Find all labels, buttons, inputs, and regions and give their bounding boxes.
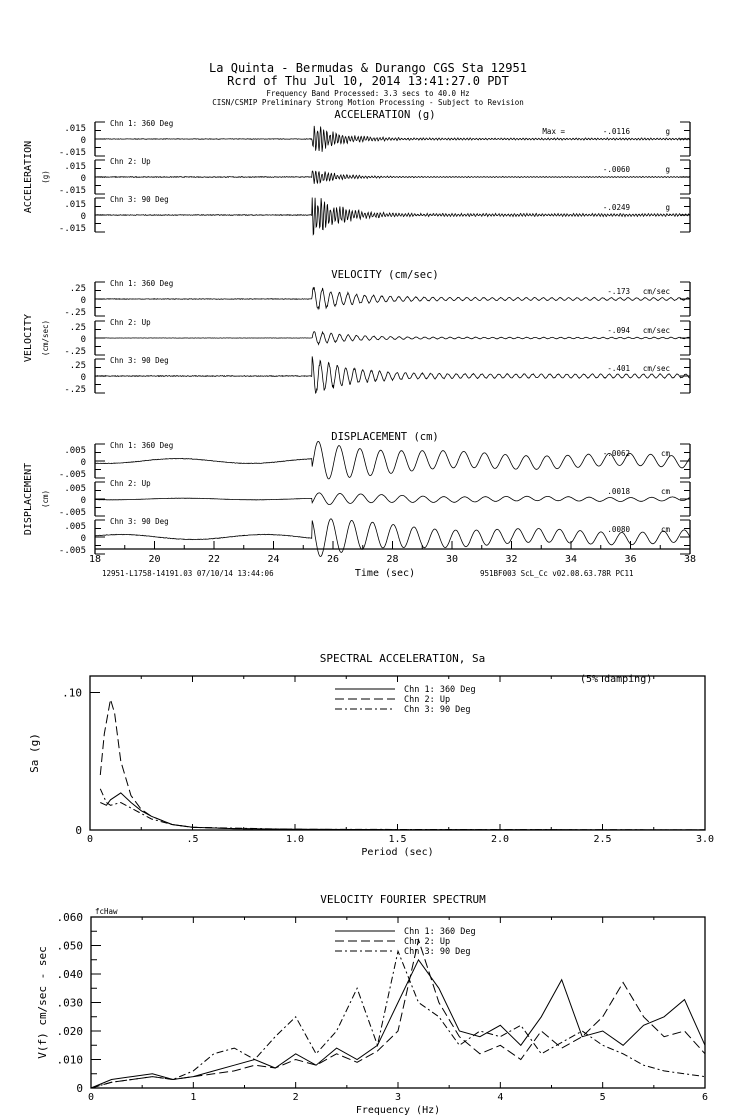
channel-trace-group xyxy=(59,517,690,557)
channel-trace-group xyxy=(59,157,690,196)
channel-trace-group xyxy=(64,279,690,318)
channel-trace-group xyxy=(59,479,690,518)
channel-unit: cm xyxy=(660,525,670,534)
header xyxy=(209,61,527,107)
waveform-trace xyxy=(95,126,690,152)
waveform-trace xyxy=(95,493,690,505)
x-tick-label: 3.0 xyxy=(695,834,715,845)
y-tick-label: -.015 xyxy=(58,148,86,158)
channel-label: Chn 1: 360 Deg xyxy=(110,441,174,450)
y-tick-label: .005 xyxy=(64,484,86,494)
y-tick-label: -.25 xyxy=(64,347,86,357)
y-tick-label: .040 xyxy=(56,968,83,981)
channel-trace-group xyxy=(59,441,690,480)
y-tick-label: -.25 xyxy=(64,385,86,395)
time-tick-label: 18 xyxy=(88,554,102,565)
y-tick-label: 0 xyxy=(80,335,86,345)
spectral-acceleration-chart xyxy=(28,652,714,858)
channel-unit: cm xyxy=(660,449,670,458)
y-tick-label: -.015 xyxy=(58,186,86,196)
y-tick-label: 0 xyxy=(80,212,86,222)
y-axis-label: Sa (g) xyxy=(28,733,41,773)
y-tick-label: -.25 xyxy=(64,308,86,318)
y-tick-label: 0 xyxy=(80,496,86,506)
channel-label: Chn 3: 90 Deg xyxy=(110,195,169,204)
time-tick-label: 36 xyxy=(624,554,637,565)
footer-right: 951BF003 ScL_Cc v02.08.63.78R PC11 xyxy=(480,569,634,578)
y-tick-label: .030 xyxy=(56,996,83,1010)
time-tick-label: 24 xyxy=(267,554,280,565)
x-tick-label: 0 xyxy=(86,834,94,845)
channel-unit: cm/sec xyxy=(642,364,670,373)
y-tick-label: 0 xyxy=(80,534,86,544)
plot-frame xyxy=(90,676,705,830)
waveform-trace xyxy=(95,332,690,345)
x-tick-label: 1 xyxy=(190,1092,197,1103)
waveform-trace xyxy=(95,198,690,235)
x-tick-label: 0 xyxy=(87,1092,95,1103)
time-tick-label: 32 xyxy=(505,554,518,565)
y-tick-label: .005 xyxy=(64,446,86,456)
y-tick-label: .25 xyxy=(69,284,86,294)
y-tick-label: .060 xyxy=(56,911,83,924)
channel-unit: cm/sec xyxy=(642,287,670,296)
chart-title: SPECTRAL ACCELERATION, Sa xyxy=(319,652,486,665)
y-tick-label: .015 xyxy=(64,124,86,134)
legend-label: Chn 1: 360 Deg xyxy=(404,685,476,695)
channel-label: Chn 2: Up xyxy=(110,318,151,327)
time-footer xyxy=(102,568,634,579)
channel-max: .0018 xyxy=(607,487,630,496)
x-tick-label: 2 xyxy=(292,1092,299,1103)
header-record: Rcrd of Thu Jul 10, 2014 13:41:27.0 PDT xyxy=(227,74,509,88)
panel-ylabel: DISPLACEMENT xyxy=(23,462,34,536)
y-axis-label: V(f) cm/sec - sec xyxy=(36,946,49,1059)
channel-label: Chn 1: 360 Deg xyxy=(110,279,174,288)
x-tick-label: 2.5 xyxy=(593,834,612,845)
corner-label: fcHaw xyxy=(95,907,118,916)
header-note: CISN/CSMIP Preliminary Strong Motion Processing - Subject to Revision xyxy=(212,98,524,107)
time-tick-label: 20 xyxy=(148,554,161,565)
channel-unit: g xyxy=(665,203,670,212)
channel-max: -.401 xyxy=(607,364,630,373)
panel-ylabel: ACCELERATION xyxy=(23,140,34,214)
waveform-trace xyxy=(95,441,690,479)
panel-velocity xyxy=(23,269,690,395)
y-tick-label: -.005 xyxy=(58,546,86,556)
channel-unit: g xyxy=(665,165,670,174)
legend-label: Chn 2: Up xyxy=(404,695,451,705)
time-tick-label: 28 xyxy=(386,554,399,565)
y-tick-label: .005 xyxy=(64,522,86,532)
channel-label: Chn 2: Up xyxy=(110,157,151,166)
x-tick-label: 5 xyxy=(599,1092,606,1103)
channel-label: Chn 2: Up xyxy=(110,479,151,488)
x-tick-label: 2.0 xyxy=(490,834,510,845)
series-line-chn3 xyxy=(91,951,705,1088)
channel-trace-group xyxy=(59,119,690,158)
panel-displacement xyxy=(23,431,690,557)
waveform-trace xyxy=(95,519,690,557)
channel-max: -.173 xyxy=(607,287,630,296)
legend-label: Chn 3: 90 Deg xyxy=(404,947,471,957)
series-line-chn3 xyxy=(100,789,705,830)
channel-label: Chn 1: 360 Deg xyxy=(110,119,174,128)
y-tick-label: -.005 xyxy=(58,508,86,518)
y-tick-label: .25 xyxy=(69,323,86,333)
y-tick-label: -.015 xyxy=(58,224,86,234)
header-band: Frequency Band Processed: 3.3 secs to 40.0 Hz xyxy=(266,89,470,98)
x-tick-label: 6 xyxy=(701,1092,709,1103)
channel-max: -.0062 xyxy=(602,449,630,458)
x-tick-label: 4 xyxy=(497,1092,504,1103)
y-tick-label: 0 xyxy=(80,296,86,306)
channel-max: -.0116 xyxy=(602,127,630,136)
time-history-panels xyxy=(23,109,696,565)
y-tick-label: 0 xyxy=(76,1082,83,1095)
time-tick-label: 38 xyxy=(683,554,697,565)
max-prefix: Max = xyxy=(542,127,565,136)
panel-title: VELOCITY (cm/sec) xyxy=(331,269,439,281)
y-tick-label: .10 xyxy=(62,686,82,700)
damping-note: (5% damping) xyxy=(580,674,653,685)
channel-label: Chn 3: 90 Deg xyxy=(110,356,169,365)
x-tick-label: .5 xyxy=(186,834,199,845)
time-tick-label: 26 xyxy=(326,554,340,565)
channel-trace-group xyxy=(59,195,690,235)
waveform-trace xyxy=(95,171,690,184)
panel-yunit: (cm) xyxy=(41,489,50,509)
panel-yunit: (g) xyxy=(41,170,50,184)
time-tick-label: 30 xyxy=(445,554,459,565)
channel-unit: cm/sec xyxy=(642,326,670,335)
y-tick-label: 0 xyxy=(80,136,86,146)
y-tick-label: .050 xyxy=(56,939,83,953)
legend-label: Chn 3: 90 Deg xyxy=(404,705,471,715)
y-tick-label: 0 xyxy=(80,174,86,184)
series-line-chn2 xyxy=(100,699,705,830)
fourier-spectrum-chart xyxy=(36,893,708,1115)
chart-title: VELOCITY FOURIER SPECTRUM xyxy=(320,893,486,906)
channel-trace-group xyxy=(64,318,690,357)
panel-title: DISPLACEMENT (cm) xyxy=(331,431,439,443)
waveform-trace xyxy=(95,287,690,309)
channel-max: -.0249 xyxy=(602,203,630,212)
series-line-chn1 xyxy=(91,960,705,1088)
y-tick-label: .25 xyxy=(69,361,86,371)
y-tick-label: .015 xyxy=(64,200,86,210)
channel-trace-group xyxy=(64,356,690,395)
panel-ylabel: VELOCITY xyxy=(23,313,34,363)
channel-max: -.094 xyxy=(607,326,630,335)
legend-label: Chn 2: Up xyxy=(404,937,451,947)
time-axis-label: Time (sec) xyxy=(354,568,416,579)
series-line-chn2 xyxy=(91,940,705,1088)
x-tick-label: 1.0 xyxy=(285,834,305,845)
footer-left: 12951-L1758-14191.03 07/10/14 13:44:06 xyxy=(102,569,274,578)
channel-unit: cm xyxy=(660,487,670,496)
panel-title: ACCELERATION (g) xyxy=(334,109,436,121)
y-tick-label: .015 xyxy=(64,162,86,172)
x-axis-label: Period (sec) xyxy=(361,847,434,858)
header-station: La Quinta - Bermudas & Durango CGS Sta 12951 xyxy=(209,61,527,75)
channel-max: .0080 xyxy=(607,525,630,534)
time-tick-label: 22 xyxy=(207,554,221,565)
channel-unit: g xyxy=(665,127,670,136)
y-tick-label: -.005 xyxy=(58,470,86,480)
waveform-trace xyxy=(95,356,690,393)
channel-label: Chn 3: 90 Deg xyxy=(110,517,169,526)
series-line-chn1 xyxy=(100,793,705,830)
legend-label: Chn 1: 360 Deg xyxy=(404,927,476,937)
y-tick-label: 0 xyxy=(80,373,86,383)
y-tick-label: .020 xyxy=(56,1025,83,1038)
x-tick-label: 3 xyxy=(394,1092,402,1103)
y-tick-label: 0 xyxy=(80,458,86,468)
time-tick-label: 34 xyxy=(564,554,578,565)
channel-max: -.0060 xyxy=(602,165,630,174)
panel-acceleration xyxy=(23,109,690,235)
y-tick-label: .010 xyxy=(56,1053,83,1067)
y-tick-label: 0 xyxy=(75,824,82,837)
x-tick-label: 1.5 xyxy=(388,834,407,845)
panel-yunit: (cm/sec) xyxy=(41,319,50,357)
x-axis-label: Frequency (Hz) xyxy=(355,1105,441,1115)
